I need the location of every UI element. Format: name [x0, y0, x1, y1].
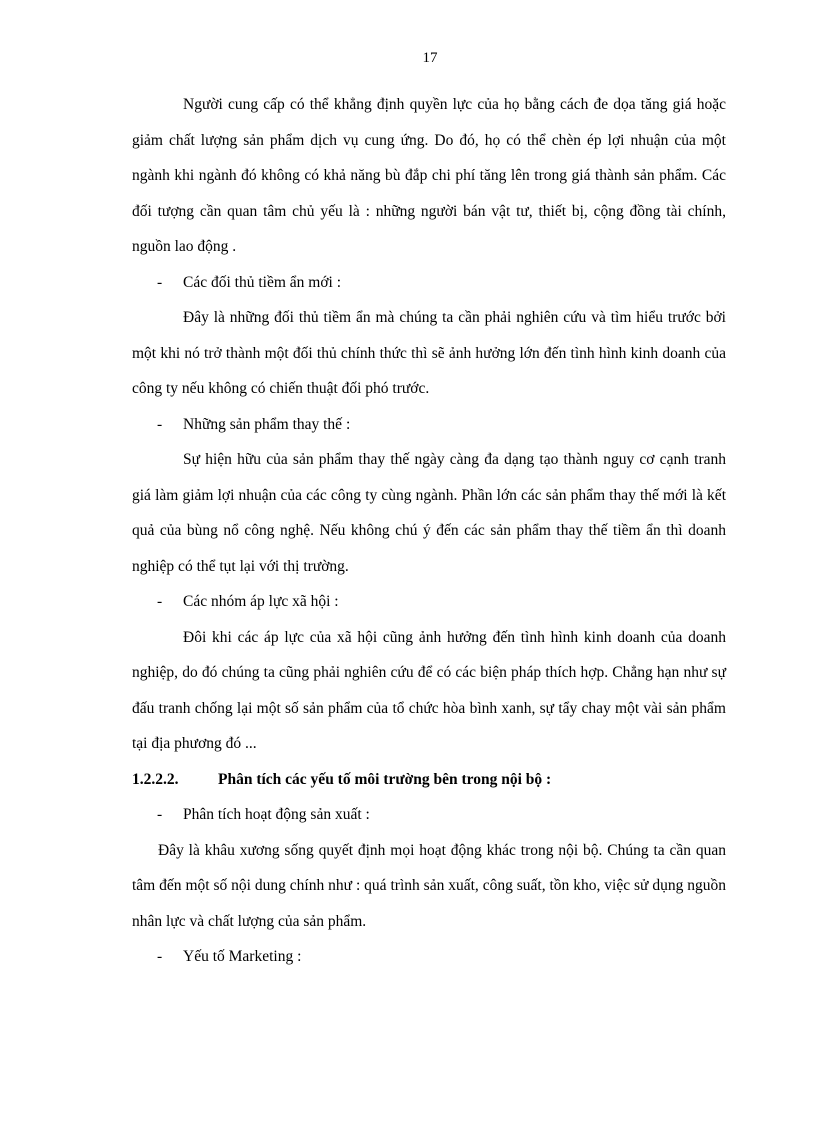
bullet-production-analysis: [132, 797, 726, 833]
bullet-marketing: [132, 939, 726, 975]
paragraph-substitute-products: Sự hiện hữu của sản phẩm thay thế ngày càng đa dạng tạo thành nguy cơ cạnh tranh giá làm giảm lợi nhuận của các công ty cùng ngành. Phần lớn các sản phẩm thay thế mới là kết quả của bùng nổ công nghệ. Nếu không chú ý đến các sản phẩm thay thế tiềm ẩn thì doanh nghiệp có thể tụt lại với thị trường.: [132, 451, 726, 575]
bullet-social-pressure-groups: [132, 584, 726, 620]
paragraph-potential-competitors: Đây là những đối thủ tiềm ẩn mà chúng ta cần phải nghiên cứu và tìm hiểu trước bởi một khi nó trở thành một đối thủ chính thức thì sẽ ảnh hưởng lớn đến tình hình kinh doanh của công ty nếu không có chiến thuật đối phó trước.: [132, 309, 726, 397]
bullet-dash: -: [157, 415, 163, 433]
page-number: 17: [422, 50, 438, 66]
bullet-label: Những sản phẩm thay thế :: [183, 415, 351, 433]
section-heading: [132, 762, 726, 798]
bullet-dash: -: [157, 273, 163, 291]
document-body: [132, 87, 726, 975]
bullet-label: Các nhóm áp lực xã hội :: [183, 593, 339, 610]
bullet-dash: -: [157, 593, 163, 610]
section-title: Phân tích các yếu tố môi trường bên trong nội bộ :: [218, 770, 552, 788]
paragraph-suppliers: Người cung cấp có thể khẳng định quyền lực của họ bằng cách đe dọa tăng giá hoặc giảm chất lượng sản phẩm dịch vụ cung ứng. Do đó, họ có thể chèn ép lợi nhuận của một ngành khi ngành đó không có khả năng bù đắp chi phí tăng lên trong giá thành sản phẩm. Các đối tượng cần quan tâm chủ yếu là : những người bán vật tư, thiết bị, cộng đồng tài chính, nguồn lao động .: [132, 96, 726, 255]
section-number: 1.2.2.2.: [132, 770, 179, 788]
bullet-dash: -: [157, 806, 163, 823]
bullet-label: Yếu tố Marketing :: [183, 948, 302, 965]
bullet-substitute-products: [132, 407, 726, 443]
bullet-dash: -: [157, 948, 163, 965]
paragraph-production-analysis: Đây là khâu xương sống quyết định mọi hoạt động khác trong nội bộ. Chúng ta cần quan tâm đến một số nội dung chính như : quá trình sản xuất, công suất, tồn kho, việc sử dụng nguồn nhân lực và chất lượng của sản phẩm.: [132, 841, 726, 930]
bullet-potential-competitors: [132, 265, 726, 301]
paragraph-social-pressure-groups: Đôi khi các áp lực của xã hội cũng ảnh hưởng đến tình hình kinh doanh của doanh nghiệp, do đó chúng ta cũng phải nghiên cứu để có các biện pháp thích hợp. Chẳng hạn như sự đấu tranh chống lại một số sản phẩm của tổ chức hòa bình xanh, sự tẩy chay một vài sản phẩm tại địa phương đó ...: [132, 628, 726, 752]
bullet-label: Các đối thủ tiềm ẩn mới :: [183, 273, 342, 291]
bullet-label: Phân tích hoạt động sản xuất :: [183, 806, 370, 823]
